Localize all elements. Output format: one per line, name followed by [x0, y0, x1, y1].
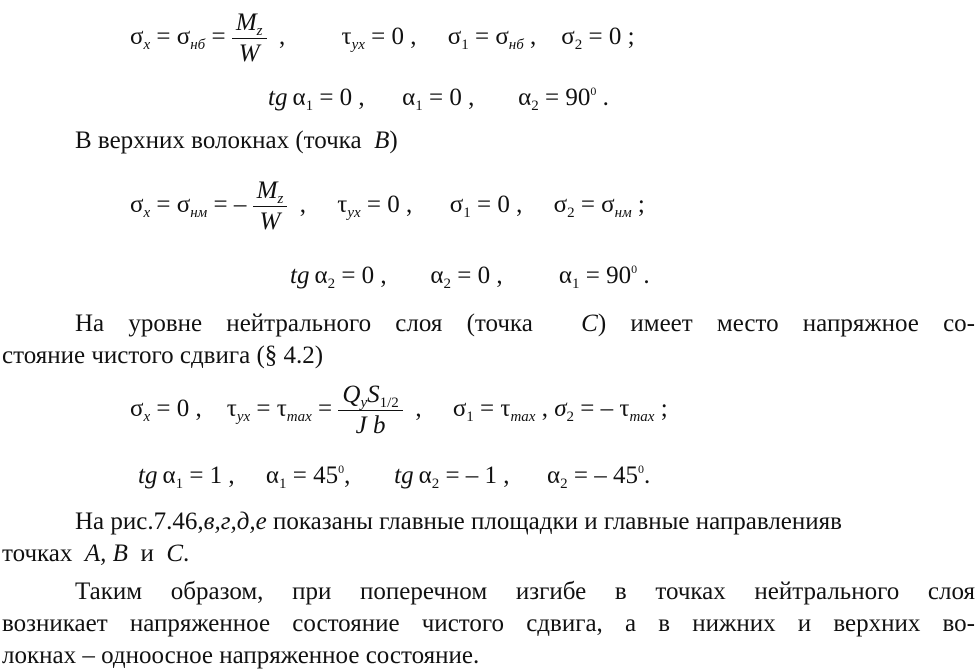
paragraph-conclusion-line1: Таким образом, при поперечном изгибе в точках нейтрального слоя	[75, 578, 975, 605]
paragraph-conclusion-line3: локнах – одноосное напряженное состояние.	[2, 642, 480, 669]
paragraph-upper-fibers: В верхних волокнах (точка B)	[75, 127, 398, 154]
equation-5: $\sigma_x = 0$ , $\tau_{yx} = \tau_{max}$ = $\frac{Q_yS_{1/2}}{\text{J b}}$ , $\sigma_1 = \tau_{max}$ , $\sigma_2$ = – $\tau_{max}$ ;	[130, 381, 668, 439]
fraction-mz-w: $\frac{M_z}{W}$	[232, 8, 267, 69]
paragraph-figure-ref-line2: точках A, B и C.	[2, 540, 190, 567]
fraction-mz-w-2: $\frac{M_z}{W}$	[253, 176, 288, 237]
figure-subparts: в,г,д,е	[203, 508, 267, 535]
paragraph-neutral-layer-line1: На уровне нейтрального слоя (точка C) имеет место напряжное со-	[75, 310, 975, 337]
equation-6: tg $\alpha_1 = 1$ , $\alpha_1 = 45^0$, tg $\alpha_2$ = – 1 , $\alpha_2$ = – $45^0$.	[138, 462, 651, 492]
paragraph-neutral-layer-line2: стояние чистого сдвига (§ 4.2)	[2, 342, 324, 369]
equation-1: $\sigma_x = \sigma_{нб}$ = $\frac{M_z}{W}$ , $\tau_{yx} = 0$ , $\sigma_1 = \sigma_{нб}$ , $\sigma_2 = 0$ ;	[130, 9, 635, 67]
equation-3: $\sigma_x = \sigma_{нм}$ = – $\frac{M_z}{W}$ , $\tau_{yx} = 0$ , $\sigma_1 = 0$ , $\sigma_2 = \sigma_{нм}$ ;	[130, 177, 645, 235]
equation-2: tg $\alpha_1 = 0$ , $\alpha_1 = 0$ , $\alpha_2 = 90^0$ .	[268, 84, 609, 114]
fraction-qs-jb: $\frac{Q_yS_{1/2}}{\text{J b}}$	[338, 380, 402, 441]
paragraph-conclusion-line2: возникает напряженное состояние чистого сдвига, а в нижних и верхних во-	[2, 610, 975, 637]
paragraph-figure-ref-line1: На рис.7.46,в,г,д,е показаны главные площадки и главные направленияв	[75, 508, 842, 535]
equation-4: tg $\alpha_2 = 0$ , $\alpha_2 = 0$ , $\alpha_1 = 90^0$ .	[290, 262, 650, 292]
